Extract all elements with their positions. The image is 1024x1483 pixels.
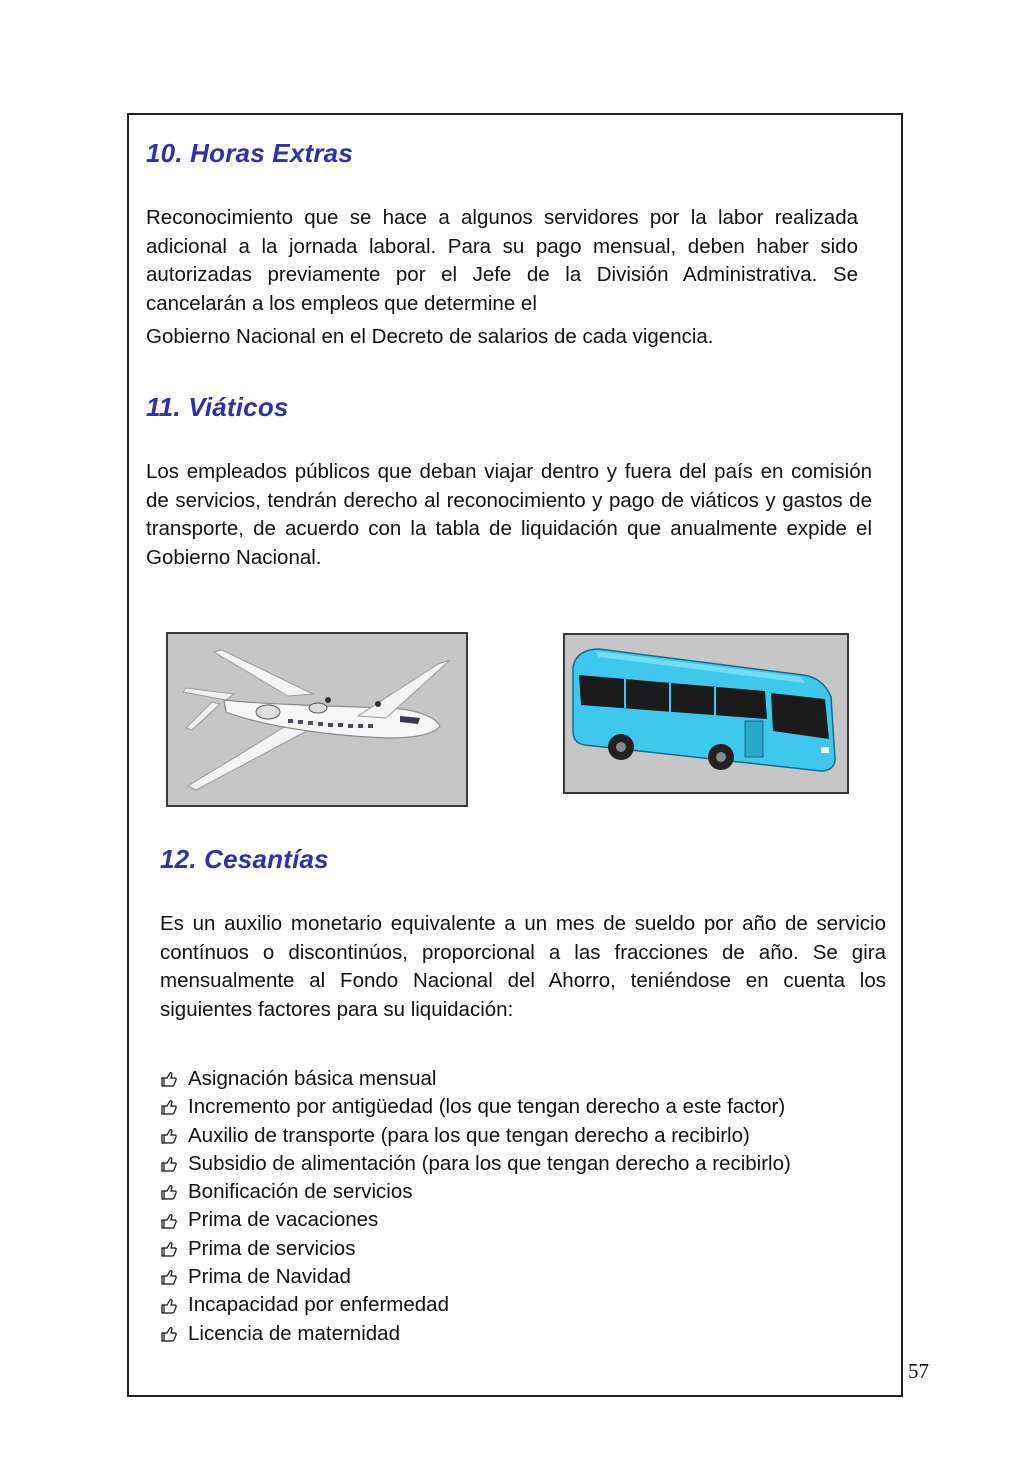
hand-pointing-icon — [160, 1325, 178, 1343]
page-number: 57 — [908, 1359, 929, 1383]
list-item — [160, 1093, 791, 1121]
list-item — [160, 1150, 791, 1178]
section-body-cesantias: Es un auxilio monetario equivalente a un mes de sueldo por año de servicio contínuos o discontinúos, proporcional a las fracciones de año. Se gira mensualmente al Fondo Nacional del Ahorro, teniéndose en cuenta los siguientes factores para su liquidación: — [160, 912, 886, 1021]
hand-pointing-icon — [160, 1070, 178, 1088]
airplane-image — [166, 632, 468, 807]
hand-pointing-icon — [160, 1098, 178, 1116]
list-item — [160, 1122, 791, 1150]
list-item — [160, 1320, 791, 1348]
list-item — [160, 1065, 791, 1093]
section-title-horas-extras: 10. Horas Extras — [146, 138, 353, 168]
section-body-horas-extras — [146, 204, 858, 352]
factor-label: Prima de vacaciones — [188, 1208, 379, 1232]
factor-label: Asignación básica mensual — [188, 1067, 437, 1090]
factor-label: Prima de Navidad — [188, 1265, 351, 1289]
list-item — [160, 1178, 791, 1206]
hand-pointing-icon — [160, 1183, 178, 1201]
airplane-icon — [168, 634, 466, 805]
list-item — [160, 1263, 791, 1291]
bus-icon — [565, 635, 847, 792]
hand-pointing-icon — [160, 1212, 178, 1230]
hand-pointing-icon — [160, 1127, 178, 1145]
factor-label: Licencia de maternidad — [188, 1321, 400, 1345]
bus-image — [563, 633, 849, 794]
factor-label: Prima de servicios — [188, 1236, 356, 1260]
factor-label: Subsidio de alimentación (para los que tengan derecho a recibirlo) — [188, 1151, 791, 1175]
section-title-cesantias: 12. Cesantías — [160, 844, 329, 874]
hand-pointing-icon — [160, 1268, 178, 1286]
horas-extras-text: Reconocimiento que se hace a algunos servidores por la labor realizada adicional a la jornada laboral. Para su pago mensual, deben haber sido autorizadas previamente por el Jefe de la División Administrativa. Se cancelarán a los empleos que determine el — [146, 206, 858, 315]
factor-label: Bonificación de servicios — [188, 1180, 413, 1204]
factor-label: Auxilio de transporte (para los que tengan derecho a recibirlo) — [188, 1123, 750, 1147]
hand-pointing-icon — [160, 1240, 178, 1258]
section-title-viaticos: 11. Viáticos — [146, 392, 289, 422]
section-body-viaticos: Los empleados públicos que deban viajar dentro y fuera del país en comisión de servicios, tendrán derecho al reconocimiento y pago de viáticos y gastos de transporte, de acuerdo con la tabla de liquidación que anualmente expide el Gobierno Nacional. — [146, 460, 872, 569]
hand-pointing-icon — [160, 1297, 178, 1315]
hand-pointing-icon — [160, 1155, 178, 1173]
factor-label: Incapacidad por enfermedad — [188, 1293, 449, 1317]
list-item — [160, 1291, 791, 1319]
factor-label: Incremento por antigüedad (los que tengan derecho a este factor) — [188, 1095, 786, 1119]
list-item — [160, 1235, 791, 1263]
horas-extras-text-last: Gobierno Nacional en el Decreto de salarios de cada vigencia. — [146, 325, 714, 349]
list-item — [160, 1206, 791, 1234]
cesantias-factors-list — [160, 1065, 791, 1348]
